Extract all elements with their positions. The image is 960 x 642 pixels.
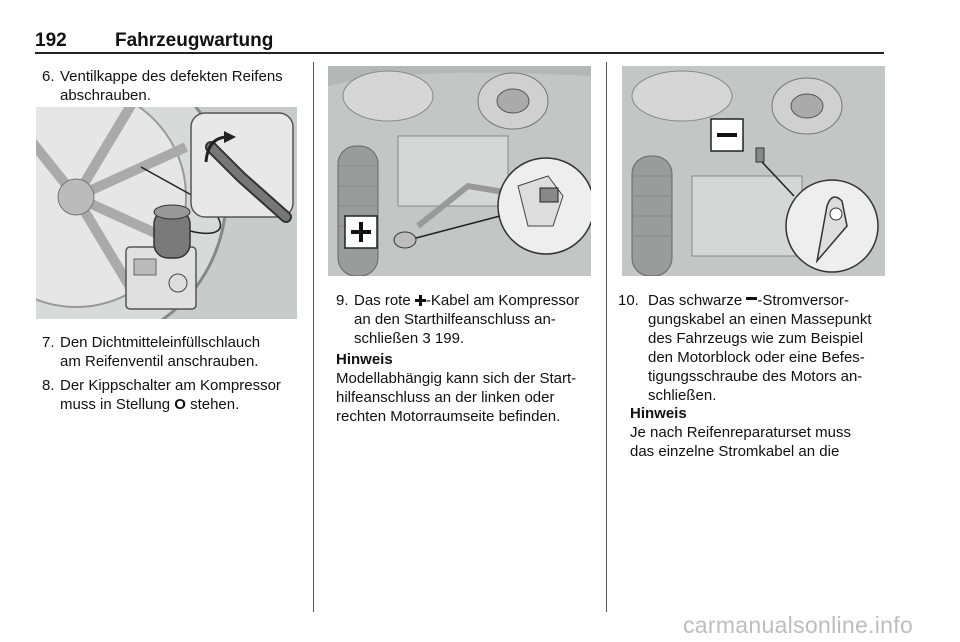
- note-text-line: Modellabhängig kann sich der Start-: [336, 370, 577, 387]
- page-reference: 199.: [434, 330, 465, 347]
- step-10: [618, 291, 888, 411]
- step-text-line: Den Dichtmitteleinfüllschlauch: [60, 334, 261, 351]
- illustration-compressor-valve: [36, 107, 297, 319]
- step-text-line: schließen.: [648, 387, 717, 404]
- step-text-line: des Fahrzeugs wie zum Beispiel: [648, 330, 864, 347]
- step-number: 7.: [42, 334, 55, 351]
- step-text-line: abschrauben.: [60, 87, 151, 104]
- step-number: 9.: [336, 292, 349, 309]
- page-reference-icon: 3: [422, 330, 431, 347]
- minus-icon: [746, 297, 757, 300]
- step-8: [42, 376, 307, 416]
- step-text-line: Ventilkappe des defekten Reifens: [60, 68, 283, 85]
- step-6: [42, 67, 307, 107]
- step-9: [336, 291, 601, 351]
- column-divider-1: [313, 62, 314, 612]
- note-heading: Hinweis: [336, 351, 393, 368]
- note-box: [336, 350, 601, 426]
- step-number: 6.: [42, 68, 55, 85]
- step-text-line: den Motorblock oder eine Befes-: [648, 349, 865, 366]
- note-text-line: hilfeanschluss an der linken oder: [336, 389, 555, 406]
- switch-position-symbol: O: [174, 396, 186, 413]
- note-text-line: rechten Motorraumseite befinden.: [336, 408, 561, 425]
- step-text-line: muss in Stellung O stehen.: [60, 396, 240, 413]
- step-text-line: schließen 3 199.: [354, 330, 465, 347]
- step-text-line: am Reifenventil anschrauben.: [60, 353, 259, 370]
- column-divider-2: [606, 62, 607, 612]
- header-rule: [35, 52, 884, 54]
- page-title: Fahrzeugwartung: [115, 30, 274, 51]
- step-text-line: Der Kippschalter am Kompressor: [60, 377, 281, 394]
- page-number: 192: [35, 30, 67, 51]
- illustration-jump-start-positive: [328, 66, 591, 276]
- step-number: 10.: [618, 292, 639, 309]
- step-text-line: tigungsschraube des Motors an-: [648, 368, 863, 385]
- note-text-line: Je nach Reifenreparaturset muss: [630, 424, 851, 441]
- step-text-line: an den Starthilfeanschluss an-: [354, 311, 556, 328]
- step-text-line: Das rote -Kabel am Kompressor: [354, 292, 580, 309]
- note-heading: Hinweis: [630, 405, 687, 422]
- step-text-line: gungskabel an einen Massepunkt: [648, 311, 872, 328]
- step-number: 8.: [42, 377, 55, 394]
- watermark: carmanualsonline.info: [683, 612, 914, 638]
- plus-icon: [415, 295, 426, 306]
- step-7: [42, 333, 307, 373]
- illustration-ground-point: [622, 66, 885, 276]
- step-text-line: Das schwarze -Stromversor-: [648, 292, 850, 309]
- note-text-line: das einzelne Stromkabel an die: [630, 443, 840, 460]
- note-box: [630, 404, 890, 461]
